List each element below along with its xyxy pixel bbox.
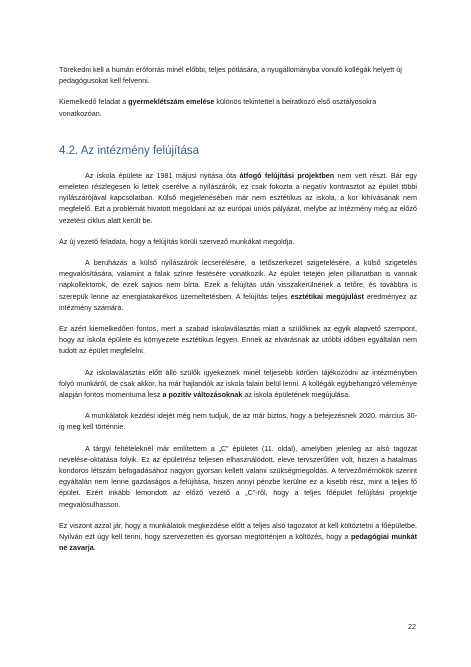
text-run: A munkálatok kezdési idejét még nem tudjuk, de az már biztos, hogy a befejezésnek 2020. március 30-ig meg kell történnie. [59,411,417,432]
text-run: Az új vezető feladata, hogy a felújítás körüli szervező munkákat megoldja. [59,236,295,246]
bold-text-run: pedagógiai munkát ne zavarja [59,532,417,553]
bold-text-run: a pozitív változásoknak [162,390,243,400]
paragraph-7 [59,367,417,401]
paragraph-10 [59,520,417,554]
text-run: nem vett részt. Bár egy emeleten részlegesen ki lettek cserélve a nyílászárók, ez csak fokozta a negatív kontrasztot az épület többi nyílászárójával kapcsolatban. Külső megjelenésében már nem esztétikus az iskola, a kor kihívásának nem megfelelő. Ezt a problémát hivatott megoldani az az európai uniós pályázat, melybe az intézmény még az előző vezetési ciklus alatt került be. [59,170,417,225]
text-run: Ez viszont azzal jár, hogy a munkálatok megkezdése előtt a teljes alsó tagozatot át kell költöztetni a főépületbe. Nyilván ezt úgy kell tenni, hogy szervezetten és gyorsan megtörténjen a költözés, hogy a [59,520,417,542]
text-run: A tárgyi feltételeknél már említettem a „C” épületet (11. oldal), amelyben jelenleg az alsó tagozat nevelése-oktatása folyik. Ez az épületrész teljesen elhasználódott, eleve tervszerűtlen volt, hiszen a hatalmas kondoros létszám befogadásához nagyon gyorsan kellett valami szükségmegoldás. A tervezőmérnökök szerint egyáltalán nem lenne gazdaságos a felújítása, hiszen annyi pénzbe kerülne ez a kisebb rész, mint a teljes fő épület. Ezért inkább lemondott az előző vezető a „C”-ről, hogy a teljes főépület felújítási projektje megvalósulhasson. [59,443,417,509]
page-number: 22 [408,622,416,631]
paragraph-4 [59,236,417,247]
bold-text-run: esztétikai megújulást [290,291,364,301]
text-run: A beruházás a külső nyílászárók lecserélésére, a tetőszerkezet szigetelésére, a külső szigetelés megvalósítására, valamint a falak színre festésére vonatkozik. Az épület tetején jelen pillanatban is vannak napkollektorok, de ezek sajnos nem bírta. Ezek a felújítás után visszakerülnének a tetőre, és továbbra is szerepük lenne az energiatakarékos üzemeltetésben. A felújítás teljes [59,258,417,301]
text-run: Kiemelkedő feladat a [59,97,129,107]
text-run: . [93,543,96,553]
paragraph-6 [59,323,417,357]
paragraph-8 [59,410,417,432]
page-content [59,64,417,564]
paragraph-2 [59,96,417,118]
text-run: különös tekintettel a beiratkozó első osztályosokra vonatkozóan. [59,97,377,118]
bold-text-run: átfogó felújítási projektben [239,170,335,180]
text-run: eredményez az intézmény számára. [59,291,417,312]
text-run: Az iskolaválasztás előtt álló szülők igyekeznek minél teljesebb körűen tájékozódni az intézményben folyó munkáról, de csak akkor, ha már hajlandók az iskola falain belül lenni. A kollégák egybehangzó véleménye alapján fontos momentuma lesz [59,367,417,400]
text-run: Ez azért kiemelkedően fontos, mert a szabad iskolaválasztás miatt a szülőknek az egyik alapvető szempont, hogy az iskola épülete és környezete esztétikus legyen. Ennek az elvárásnak az utóbbi időben egyáltalán nem tudott az épület megfelelni. [59,324,417,356]
text-run: az iskola épületének megújulása. [242,390,351,400]
text-run: Az iskola épülete az 1981 májusi nyitása óta [85,170,240,180]
text-run: Törekedni kell a humán erőforrás minél előbbi, teljes pótlására, a nyugállományba vonuló kollégák helyett új pedagógusokat kell felvenni. [59,65,402,86]
paragraph-3 [59,170,417,226]
paragraph-9 [59,443,417,510]
paragraph-5 [59,257,417,313]
bold-text-run: gyermeklétszám emelése [128,97,215,107]
paragraph-1 [59,64,417,86]
section-heading: 4.2. Az intézmény felújítása [59,144,199,157]
